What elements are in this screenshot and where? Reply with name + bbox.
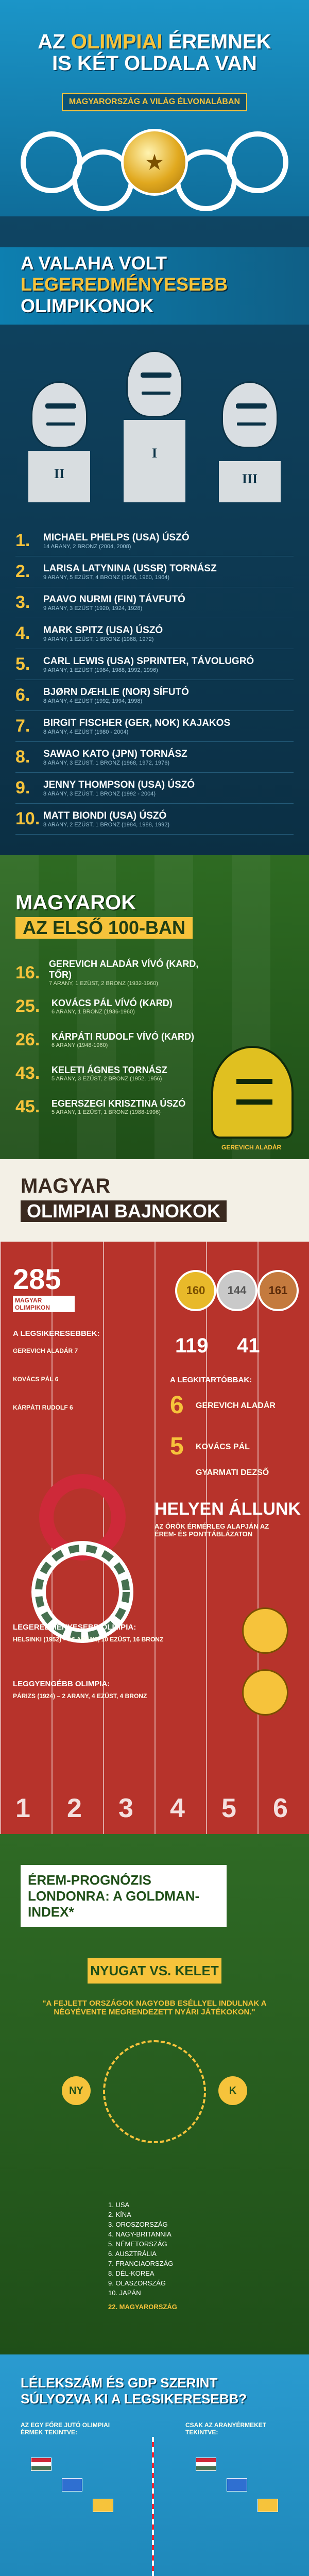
ranking-row: 7. BIRGIT FISCHER (GER, NOK) KAJAKOS 8 ARANY, 4 EZÜST (1980 - 2004) [15, 711, 294, 742]
stat-number: 41 [237, 1334, 260, 1357]
west-badge: NY [62, 2076, 91, 2105]
title-highlight: OLIMPIAI [71, 30, 163, 53]
flag-icon [227, 2478, 247, 2492]
athlete-name: GYARMATI DEZSŐ [196, 1468, 269, 1477]
ranking-row: 1. MICHAEL PHELPS (USA) ÚSZÓ 14 ARANY, 2 BRONZ (2004, 2008) [15, 526, 294, 556]
ranking-row: 5. CARL LEWIS (USA) SPRINTER, TÁVOLUGRÓ 9 ARANY, 1 EZÜST (1984, 1988, 1992, 1996) [15, 649, 294, 680]
hungarian-row: 16. GEREVICH ALADÁR VÍVÓ (KARD, TŐR) 7 ARANY, 1 EZÜST, 2 BRONZ (1932-1960) [15, 959, 199, 987]
compass-graphic [103, 2040, 206, 2143]
west-vs-east-banner: NYUGAT VS. KELET [88, 1958, 221, 1984]
heading-line: OLIMPIKONOK [21, 295, 153, 316]
lane-number: 4 [170, 1793, 185, 1823]
all-time-olympians-section [0, 216, 309, 855]
section-title: MAGYAR [21, 1175, 111, 1197]
ranking-row: 9. JENNY THOMPSON (USA) ÚSZÓ 8 ARANY, 3 EZÜST, 1 BRONZ (1992 - 2004) [15, 773, 294, 804]
heading-line: A VALAHA VOLT [21, 252, 167, 274]
most-enduring-heading: A LEGKITARTÓBBAK: [170, 1376, 252, 1384]
fencer-portrait [211, 1046, 294, 1139]
lane-number: 2 [67, 1793, 82, 1823]
worst-olympics-heading: LEGGYENGÉBB OLIMPIA: [13, 1680, 110, 1688]
section-subtitle: AZ ELSŐ 100-BAN [15, 917, 193, 939]
forecast-heading: ÉREM-PROGNÓZIS LONDONRA: A GOLDMAN-INDEX* [21, 1865, 227, 1927]
main-title [21, 31, 288, 74]
worst-olympics-detail: PÁRIZS (1924) – 2 ARANY, 4 EZÜST, 4 BRONZ [13, 1692, 147, 1700]
forecast-list: 1. USA 2. KÍNA 3. OROSZORSZÁG 4. NAGY-BRITANNIA 5. NÉMETORSZÁG 6. AUSZTRÁLIA 7. FRANCIAORSZÁG 8. DÉL-KOREA 9. OLASZORSZÁG 10. JAPÁN 22. MAGYARORSZÁG [108, 2201, 177, 2311]
total-number: 285 [13, 1263, 61, 1295]
total-label: MAGYAR OLIMPIKON [13, 1296, 75, 1312]
ranking-row: 8. SAWAO KATO (JPN) TORNÁSZ 8 ARANY, 3 EZÜST, 1 BRONZ (1968, 1972, 1976) [15, 742, 294, 773]
athlete-portrait [126, 350, 183, 417]
rank-heading: HELYEN ÁLLUNK [154, 1499, 301, 1519]
ranking-list [15, 526, 294, 835]
athlete-portrait [221, 381, 278, 448]
athlete-portrait [31, 381, 88, 448]
olympic-ring-icon [227, 131, 288, 193]
best-olympics-heading: LEGEREDMÉNYESEBB OLIMPIA: [13, 1623, 136, 1632]
per-capita-heading: AZ EGY FŐRE JUTÓ OLIMPIAI ÉRMEK TEKINTVE: [21, 2421, 110, 2436]
hungary-forecast: 22. MAGYARORSZÁG [108, 2303, 177, 2311]
ranking-row: 10. MATT BIONDI (USA) ÚSZÓ 8 ARANY, 2 EZÜST, 1 BRONZ (1984, 1988, 1992) [15, 804, 294, 835]
bronze-medal-count: 161 [258, 1270, 299, 1311]
lane-number: 3 [118, 1793, 133, 1823]
east-badge: K [218, 2076, 247, 2105]
section-title: MAGYAROK [15, 891, 136, 914]
most-successful-heading: A LEGSIKERESEBBEK: [13, 1329, 100, 1338]
flag-icon [93, 2499, 113, 2512]
population-heading: LÉLEKSZÁM ÉS GDP SZERINT SÚLYOZVA KI A LEGSIKERESEBB? [21, 2375, 247, 2407]
olympics-count: 6 [170, 1392, 184, 1419]
podium-second: II [28, 451, 90, 502]
hungarian-row: 43. KELETI ÁGNES TORNÁSZ 5 ARANY, 3 EZÜST, 2 BRONZ (1952, 1956) [15, 1063, 167, 1083]
number-eight-graphic [21, 1468, 144, 1643]
lane-number: 6 [273, 1793, 288, 1823]
stat-number: 119 [175, 1334, 209, 1357]
athlete-name: GEREVICH ALADÁR [196, 1401, 276, 1410]
athlete-name: GEREVICH ALADÁR 7 [13, 1347, 78, 1354]
gold-medal-count: 160 [175, 1270, 216, 1311]
happy-face-icon [242, 1607, 288, 1654]
gold-only-heading: CSAK AZ ARANYÉRMEKET TEKINTVE: [185, 2421, 267, 2436]
hungarian-row: 25. KOVÁCS PÁL VÍVÓ (KARD) 6 ARANY, 1 BRONZ (1936-1960) [15, 996, 173, 1016]
heading-line-highlight: LEGEREDMÉNYESEBB [21, 274, 228, 295]
flag-icon [62, 2478, 82, 2492]
best-olympics-detail: HELSINKI (1952) – 16 ARANY, 10 EZÜST, 16 BRONZ [13, 1636, 164, 1643]
quote-text: "A FEJLETT ORSZÁGOK NAGYOBB ESÉLLYEL INDULNAK A NÉGYÉVENTE MEGRENDEZETT NYÁRI JÁTÉKOKON." [42, 1999, 267, 2016]
podium-third: III [219, 461, 281, 502]
flag-icon [196, 2458, 216, 2471]
ranking-row: 4. MARK SPITZ (USA) ÚSZÓ 9 ARANY, 1 EZÜST, 1 BRONZ (1968, 1972) [15, 618, 294, 649]
flag-icon [31, 2458, 52, 2471]
ranking-row: 2. LARISA LATYNINA (USSR) TORNÁSZ 9 ARANY, 5 EZÜST, 4 BRONZ (1956, 1960, 1964) [15, 556, 294, 587]
title-line-2: IS KÉT OLDALA VAN [52, 52, 257, 75]
athlete-name: KOVÁCS PÁL 6 [13, 1376, 59, 1383]
section-subtitle: OLIMPIAI BAJNOKOK [21, 1200, 227, 1222]
population-gdp-section [0, 2354, 309, 2576]
podium-first: I [124, 420, 185, 502]
hungarians-top-100-section [0, 855, 309, 1159]
title-word: ÉREMNEK [168, 30, 271, 53]
hungarian-champions-section [0, 1159, 309, 1834]
athlete-name: KOVÁCS PÁL [196, 1443, 250, 1451]
athlete-name: KÁRPÁTI RUDOLF 6 [13, 1404, 73, 1411]
rank-description: AZ ÖRÖK ÉRMÉRLEG ALAPJÁN AZ ÉREM- ÉS PONTTÁBLÁZATON [154, 1522, 269, 1538]
silver-medal-count: 144 [216, 1270, 258, 1311]
lane-number: 1 [15, 1793, 30, 1823]
title-word: AZ [38, 30, 65, 53]
olympics-count: 5 [170, 1433, 184, 1460]
hungarian-row: 45. EGERSZEGI KRISZTINA ÚSZÓ 5 ARANY, 1 EZÜST, 1 BRONZ (1988-1996) [15, 1096, 186, 1116]
title-section [0, 0, 309, 216]
hungarian-row: 26. KÁRPÁTI RUDOLF VÍVÓ (KARD) 6 ARANY (1948-1960) [15, 1029, 194, 1049]
subtitle-banner: MAGYARORSZÁG A VILÁG ÉLVONALÁBAN [62, 93, 247, 111]
section-heading [21, 252, 228, 316]
ranking-row: 3. PAAVO NURMI (FIN) TÁVFUTÓ 9 ARANY, 3 EZÜST (1920, 1924, 1928) [15, 587, 294, 618]
portrait-caption: GEREVICH ALADÁR [221, 1144, 282, 1151]
lane-number: 5 [221, 1793, 236, 1823]
sad-face-icon [242, 1669, 288, 1716]
ranking-row: 6. BJØRN DÆHLIE (NOR) SÍFUTÓ 8 ARANY, 4 EZÜST (1992, 1994, 1998) [15, 680, 294, 711]
flag-icon [258, 2499, 278, 2512]
gold-medal-icon: ★ [121, 129, 188, 196]
medal-forecast-section [0, 1834, 309, 2354]
